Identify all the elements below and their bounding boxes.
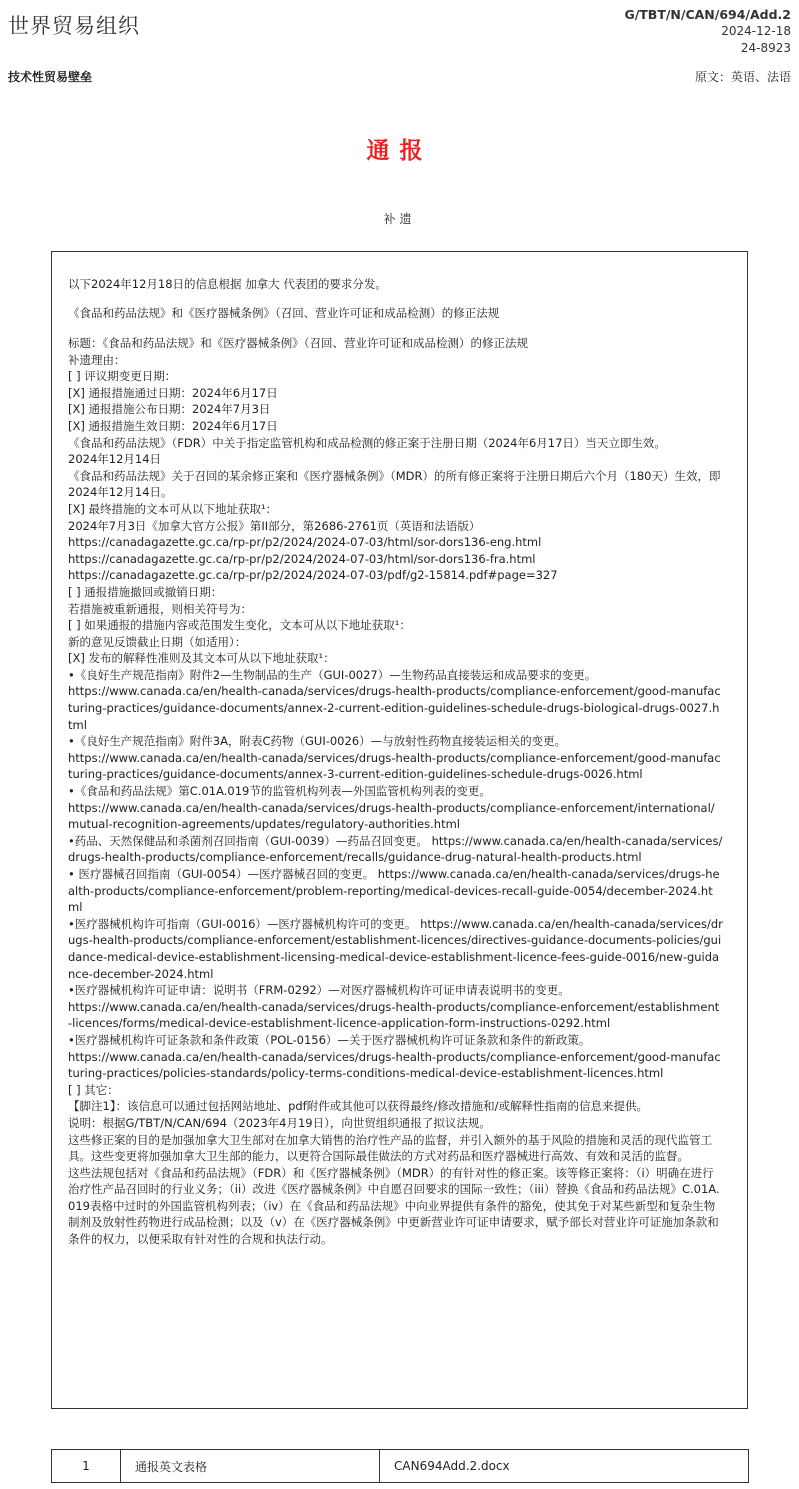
document-number: 24-8923 — [740, 41, 791, 55]
attachment-label: 通报英文表格 — [121, 1450, 380, 1483]
body-line: [X] 发布的解释性准则及其文本可从以下地址获取¹： — [68, 651, 335, 666]
attachment-row — [52, 1450, 749, 1483]
page-title: 通报 — [366, 138, 433, 164]
body-line: [X] 通报措施公布日期：2024年7月3日 — [68, 402, 271, 417]
document-reference — [624, 6, 791, 57]
body-line: 2024年12月14日 — [68, 452, 162, 467]
organization-name: 世界贸易组织 — [8, 14, 140, 38]
attachment-file[interactable]: CAN694Add.2.docx — [380, 1450, 749, 1483]
body-line: [ ] 如果通报的措施内容或范围发生变化，文本可从以下地址获取¹： — [68, 618, 411, 633]
body-line: 标题：《食品和药品法规》和《医疗器械条例》（召回、营业许可证和成品检测）的修正法规 — [68, 336, 528, 350]
body-line[interactable]: https://www.canada.ca/en/health-canada/services/drugs-health-products/compliance-enforcement/international/mutual-recognition-agreements/updates/regulatory-authorities.html — [68, 800, 715, 832]
body-line: •医疗器械机构许可指南（GUI-0016）—医疗器械机构许可的变更。 https://www.canada.ca/en/health-canada/services/drugs-health-products/compliance-enforcement/establishment-licences/directives-guidance-documents-policies/guidance-medical-device-establishment-licensing-medical-device-establishment-licence-fees-guide-0016/new-guidance-december-2024.html — [68, 916, 723, 981]
attachment-index: 1 — [52, 1450, 121, 1483]
body-line[interactable]: https://www.canada.ca/en/health-canada/services/drugs-health-products/compliance-enforcement/good-manufacturing-practices/policies-standards/policy-terms-conditions-medical-device-establishment-licences.html — [68, 1049, 721, 1081]
body-line: [X] 通报措施生效日期：2024年6月17日 — [68, 418, 278, 433]
body-line: • 医疗器械召回指南（GUI-0054）—医疗器械召回的变更。 https://www.canada.ca/en/health-canada/services/drugs-health-products/compliance-enforcement/problem-reporting/medical-devices-recall-guide-0054/december-2024.html — [68, 867, 720, 915]
body-line: 若措施被重新通报，则相关符号为： — [68, 601, 252, 616]
body-line: 说明：根据G/TBT/N/CAN/694（2023年4月19日），向世贸组织通报了拟议法规。 — [68, 1115, 491, 1130]
body-line[interactable]: https://canadagazette.gc.ca/rp-pr/p2/2024/2024-07-03/html/sor-dors136-eng.html — [68, 535, 542, 550]
original-languages: 原文：英语、法语 — [694, 70, 791, 84]
body-line: •《食品和药品法规》第C.01A.019节的监管机构列表—外国监管机构列表的变更。 — [68, 784, 491, 799]
body-line: •《良好生产规范指南》附件3A，附表C药物（GUI-0026）—与放射性药物直接装运相关的变更。 — [68, 734, 567, 749]
body-line: [ ] 评议期变更日期： — [68, 369, 177, 384]
page-subtitle: 补遗 — [383, 212, 416, 226]
body-line: 新的意见反馈截止日期（如适用）： — [68, 634, 247, 649]
body-line: [ ] 通报措施撤回或撤销日期： — [68, 584, 223, 599]
attachment-table — [51, 1449, 749, 1483]
body-line: •医疗器械机构许可证条款和条件政策（POL-0156）—关于医疗器械机构许可证条款和条件的新政策。 — [68, 1032, 591, 1047]
body-line[interactable]: https://www.canada.ca/en/health-canada/services/drugs-health-products/compliance-enforcement/good-manufacturing-practices/guidance-documents/annex-3-current-edition-guidelines-schedule-drugs-0026.html — [68, 750, 721, 782]
regulation-title: 《食品和药品法规》和《医疗器械条例》（召回、营业许可证和成品检测）的修正法规 — [68, 306, 500, 320]
body-line: •医疗器械机构许可证申请：说明书（FRM-0292）—对医疗器械机构许可证申请表说明书的变更。 — [68, 983, 570, 998]
body-line: 《食品和药品法规》（FDR）中关于指定监管机构和成品检测的修正案于注册日期（2024年6月17日）当天立即生效。 — [68, 435, 666, 450]
notification-box — [51, 251, 748, 1409]
body-line: 《食品和药品法规》关于召回的某余修正案和《医疗器械条例》（MDR）的所有修正案将于注册日期后六个月（180天）生效，即2024年12月14日。 — [68, 468, 721, 500]
body-line: [X] 通报措施通过日期：2024年6月17日 — [68, 385, 278, 400]
body-line: •《良好生产规范指南》附件2—生物制品的生产（GUI-0027）—生物药品直接装运和成品要求的变更。 — [68, 667, 597, 682]
body-line: 【脚注1】：该信息可以通过包括网站地址、pdf附件或其他可以获得最终/修改措施和/或解释性指南的信息来提供。 — [68, 1099, 648, 1114]
body-line: •药品、天然保健品和杀菌剂召回指南（GUI-0039）—药品召回变更。 https://www.canada.ca/en/health-canada/services/drugs-health-products/compliance-enforcement/recalls/guidance-drug-natural-health-products.html — [68, 833, 723, 865]
body-line[interactable]: https://canadagazette.gc.ca/rp-pr/p2/2024/2024-07-03/html/sor-dors136-fra.html — [68, 551, 536, 566]
body-line: [X] 最终措施的文本可从以下地址获取¹： — [68, 501, 278, 516]
body-line: 补遗理由： — [68, 352, 126, 367]
body-line: [ ] 其它： — [68, 1082, 119, 1097]
intro-text: 以下2024年12月18日的信息根据 加拿大 代表团的要求分发。 — [68, 277, 387, 291]
body-line: 2024年7月3日《加拿大官方公报》第II部分，第2686-2761页（英语和法语版） — [68, 518, 481, 533]
committee-name: 技术性贸易壁垒 — [8, 70, 93, 84]
body-line[interactable]: https://www.canada.ca/en/health-canada/services/drugs-health-products/compliance-enforcement/good-manufacturing-practices/guidance-documents/annex-2-current-edition-guidelines-schedule-drugs-biological-drugs-0027.html — [68, 684, 721, 732]
body-line: 这些法规包括对《食品和药品法规》（FDR）和《医疗器械条例》（MDR）的有针对性的修正案。该等修正案将：（i）明确在进行治疗性产品召回时的行业义务；（ii）改进《医疗器械条例》中自愿召回要求的国际一致性；（iii）替换《食品和药品法规》C.01A.019表格中过时的外国监管机构列表；（iv）在《食品和药品法规》中向业界提供有条件的豁免，使其免于对某些新型和复杂生物制剂及放射性药物进行成品检测；以及（v）在《医疗器械条例》中更新营业许可证申请要求，赋予部长对营业许可证施加条款和条件的权力，以便采取有针对性的合规和执法行动。 — [68, 1165, 720, 1247]
body-line[interactable]: https://www.canada.ca/en/health-canada/services/drugs-health-products/compliance-enforcement/establishment-licences/forms/medical-device-establishment-licence-application-form-instructions-0292.html — [68, 999, 720, 1031]
document-symbol: G/TBT/N/CAN/694/Add.2 — [624, 7, 791, 22]
body-line[interactable]: https://canadagazette.gc.ca/rp-pr/p2/2024/2024-07-03/pdf/g2-15814.pdf#page=327 — [68, 568, 558, 583]
body-line: 这些修正案的目的是加强加拿大卫生部对在加拿大销售的治疗性产品的监督，并引入额外的基于风险的措施和灵活的现代监管工具。这些变更将加强加拿大卫生部的能力，以更符合国际最佳做法的方式对药品和医疗器械进行高效、有效和灵活的监督。 — [68, 1132, 712, 1164]
document-date: 2024-12-18 — [721, 24, 791, 38]
notification-body — [68, 335, 723, 1248]
